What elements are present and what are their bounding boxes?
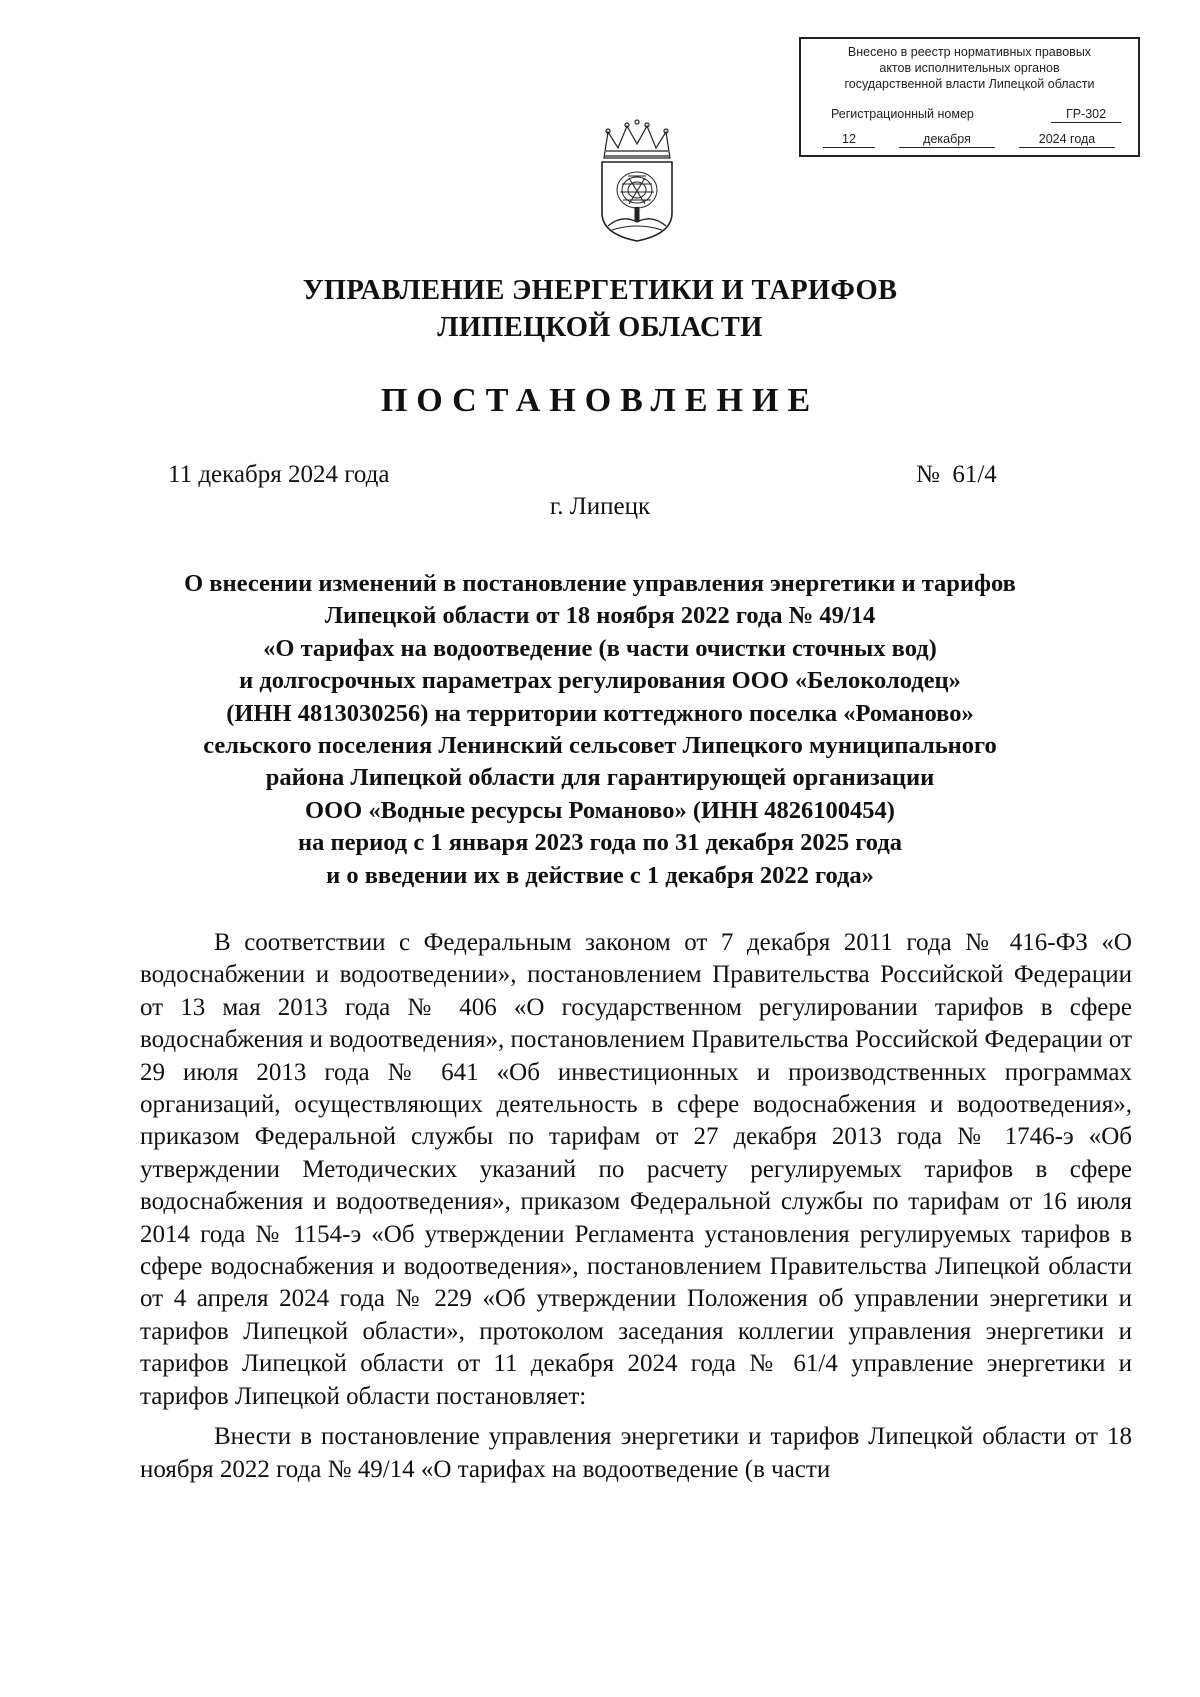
agency-name-line-2: ЛИПЕЦКОЙ ОБЛАСТИ: [437, 312, 763, 343]
document-date: 11 декабря 2024 года: [168, 461, 390, 488]
title-line: и долгосрочных параметрах регулирования ООО «Белоколодец»: [239, 667, 961, 695]
body-paragraph-resolution: Внести в постановление управления энергетики и тарифов Липецкой области от 18 ноября 2022 года № 49/14 «О тарифах на водоотведение (в части: [140, 1423, 1132, 1483]
stamp-registration-row: [831, 106, 1131, 122]
registry-stamp: [799, 37, 1140, 157]
title-line: района Липецкой области для гарантирующей организации: [265, 764, 935, 792]
title-line: и о введении их в действие с 1 декабря 2022 года»: [326, 861, 874, 889]
title-line: сельского поселения Ленинский сельсовет Липецкого муниципального: [203, 732, 997, 760]
title-line: «О тарифах на водоотведение (в части очистки сточных вод): [263, 634, 937, 662]
document-body: [140, 927, 1132, 1486]
lipetsk-coat-of-arms-icon: [596, 118, 678, 243]
title-line: (ИНН 4813030256) на территории коттеджного поселка «Романово»: [226, 699, 974, 727]
title-line: ООО «Водные ресурсы Романово» (ИНН 4826100454): [305, 796, 895, 824]
stamp-line-2: актов исполнительных органов: [879, 61, 1060, 75]
stamp-month: декабря: [899, 131, 995, 148]
document-type: ПОСТАНОВЛЕНИЕ: [380, 382, 820, 419]
stamp-registration-label: Регистрационный номер: [831, 107, 974, 121]
stamp-date-row: [801, 131, 1142, 149]
agency-name-line-1: УПРАВЛЕНИЕ ЭНЕРГЕТИКИ И ТАРИФОВ: [302, 275, 898, 306]
document-title: [0, 568, 1200, 892]
stamp-year: 2024 года: [1019, 131, 1115, 148]
stamp-day: 12: [823, 131, 875, 148]
title-line: О внесении изменений в постановление управления энергетики и тарифов: [184, 570, 1016, 597]
title-line: на период с 1 января 2023 года по 31 декабря 2025 года: [298, 829, 902, 857]
agency-name: [0, 272, 1200, 346]
document-number: № 61/4: [916, 461, 997, 488]
title-line: Липецкой области от 18 ноября 2022 года № 49/14: [324, 602, 876, 630]
stamp-registration-number: ГР-302: [1051, 106, 1121, 123]
body-paragraph-preamble: В соответствии с Федеральным законом от 7 декабря 2011 года № 416-ФЗ «О водоснабжении и водоотведении», постановлением Правительства Российской Федерации от 13 мая 2013 года № 406 «О государственном регулировании тарифов в сфере водоснабжения и водоотведения», постановлением Правительства Российской Федерации от 29 июля 2013 года № 641 «Об инвестиционных и производственных программах организаций, осуществляющих деятельность в сфере водоснабжения и водоотведения», приказом Федеральной службы по тарифам от 27 декабря 2013 года № 1746-э «Об утверждении Методических указаний по расчету регулируемых тарифов в сфере водоснабжения и водоотведения», приказом Федеральной службы по тарифам от 16 июля 2014 года № 1154-э «Об утверждении Регламента установления регулируемых тарифов в сфере водоснабжения и водоотведения», постановлением Правительства Липецкой области от 4 апреля 2024 года № 229 «Об утверждении Положения об управлении энергетики и тарифов Липецкой области», протоколом заседания коллегии управления энергетики и тарифов Липецкой области от 11 декабря 2024 года № 61/4 управление энергетики и тарифов Липецкой области постановляет:: [140, 929, 1132, 1410]
stamp-line-3: государственной власти Липецкой области: [844, 77, 1095, 91]
document-city: г. Липецк: [549, 493, 651, 520]
stamp-line-1: Внесено в реестр нормативных правовых: [847, 45, 1092, 59]
